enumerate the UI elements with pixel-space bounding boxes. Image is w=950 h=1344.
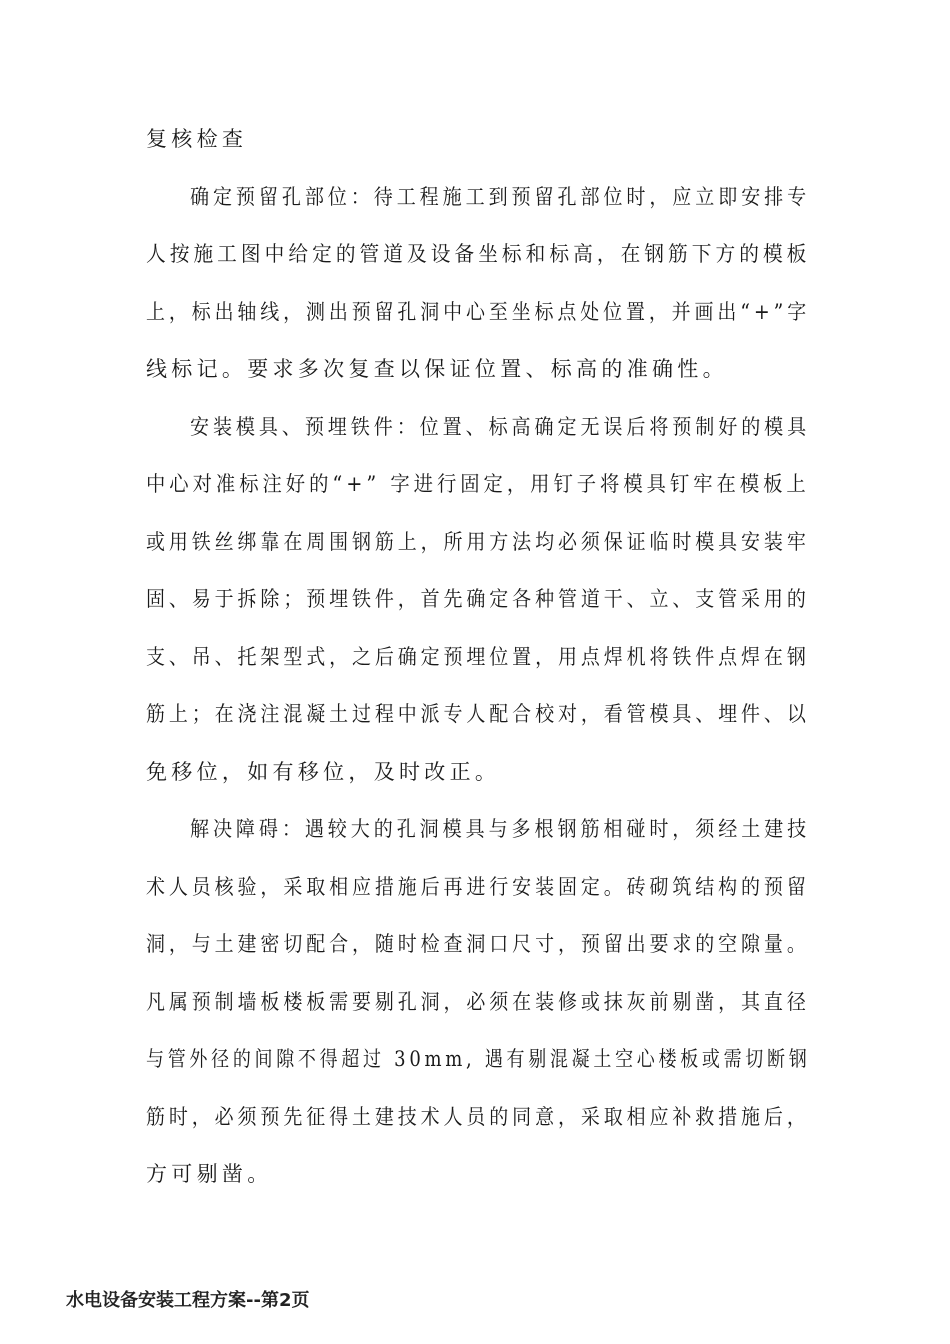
paragraph-line: 人按施工图中给定的管道及设备坐标和标高，在钢筋下方的模板 — [146, 242, 811, 266]
paragraph-line: 固、易于拆除；预埋铁件，首先确定各种管道干、立、支管采用的 — [146, 587, 810, 611]
paragraph-line: 解决障碍：遇较大的孔洞模具与多根钢筋相碰时，须经土建技 — [190, 817, 811, 841]
paragraph-line: 凡属预制墙板楼板需要剔孔洞，必须在装修或抹灰前剔凿，其直径 — [146, 990, 810, 1014]
paragraph-line: 免移位，如有移位，及时改正。 — [146, 760, 501, 784]
paragraph-line: 筋时，必须预先征得土建技术人员的同意，采取相应补救措施后， — [146, 1105, 810, 1129]
paragraph-line: 或用铁丝绑靠在周围钢筋上，所用方法均必须保证临时模具安装牢 — [146, 530, 810, 554]
paragraph-line: 安装模具、预埋铁件：位置、标高确定无误后将预制好的模具 — [190, 415, 811, 439]
paragraph-line: 筋上；在浇注混凝土过程中派专人配合校对，看管模具、埋件、以 — [146, 702, 810, 726]
paragraph-line: 方可剔凿。 — [146, 1162, 273, 1186]
paragraph-line: 上，标出轴线，测出预留孔洞中心至坐标点处位置，并画出“+”字 — [146, 300, 811, 324]
paragraph-line: 中心对准标注好的“+” 字进行固定，用钉子将模具钉牢在模板上 — [146, 472, 810, 496]
paragraph-line: 支、吊、托架型式，之后确定预埋位置，用点焊机将铁件点焊在钢 — [146, 645, 810, 669]
paragraph-line: 洞，与土建密切配合，随时检查洞口尺寸，预留出要求的空隙量。 — [146, 932, 810, 956]
page-footer: 水电设备安装工程方案--第2页 — [66, 1290, 310, 1311]
paragraph-line: 确定预留孔部位：待工程施工到预留孔部位时，应立即安排专 — [190, 185, 811, 209]
paragraph-line: 线标记。要求多次复查以保证位置、标高的准确性。 — [146, 357, 728, 381]
section-heading: 复核检查 — [146, 127, 248, 151]
paragraph-line: 术人员核验，采取相应措施后再进行安装固定。砖砌筑结构的预留 — [146, 875, 810, 899]
paragraph-line: 与管外径的间隙不得超过 30mm, 遇有剔混凝土空心楼板或需切断钢 — [146, 1047, 811, 1071]
